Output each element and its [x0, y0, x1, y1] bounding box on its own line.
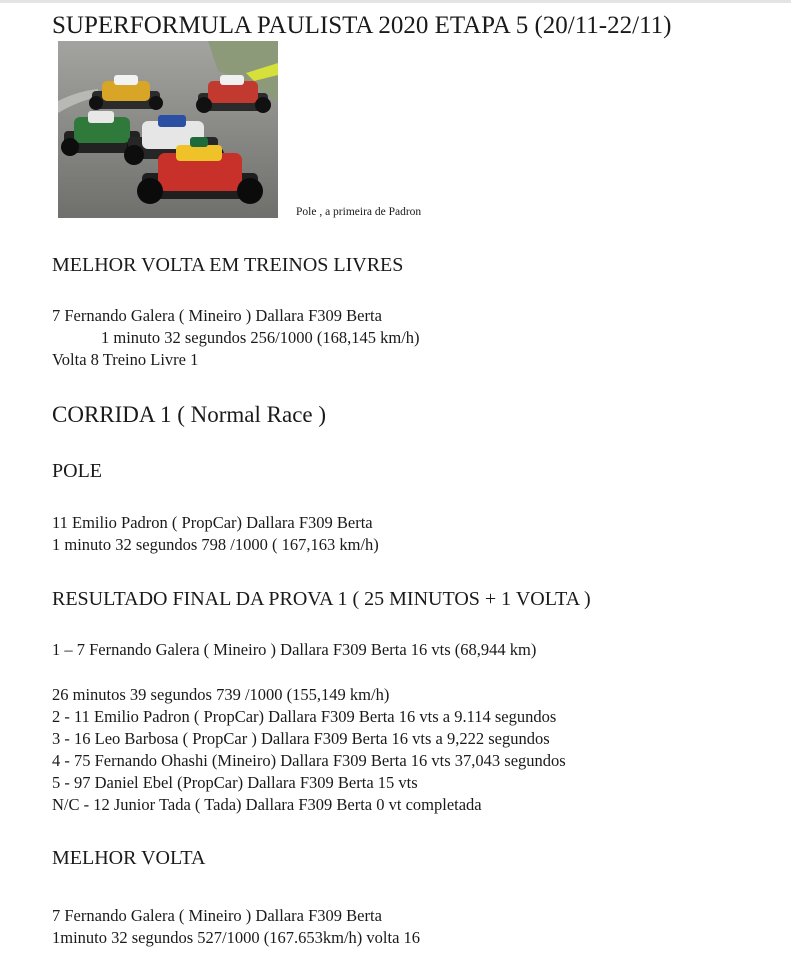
result-line: 2 - 11 Emilio Padron ( PropCar) Dallara F309 Berta 16 vts a 9.114 segundos	[52, 707, 557, 726]
free-practice-driver: 7 Fernando Galera ( Mineiro ) Dallara F309 Berta	[52, 306, 382, 325]
result-heading: RESULTADO FINAL DA PROVA 1 ( 25 MINUTOS + 1 VOLTA )	[52, 588, 591, 610]
top-rule	[0, 0, 791, 3]
pole-heading: POLE	[52, 460, 102, 482]
result-winner: 1 – 7 Fernando Galera ( Mineiro ) Dallara F309 Berta 16 vts (68,944 km)	[52, 640, 537, 659]
free-practice-time: 1 minuto 32 segundos 256/1000 (168,145 km/h)	[101, 328, 420, 347]
page-title: SUPERFORMULA PAULISTA 2020 ETAPA 5 (20/11-22/11)	[52, 12, 672, 39]
result-line: 4 - 75 Fernando Ohashi (Mineiro) Dallara F309 Berta 16 vts 37,043 segundos	[52, 751, 566, 770]
pole-time: 1 minuto 32 segundos 798 /1000 ( 167,163 km/h)	[52, 535, 379, 554]
result-line: 26 minutos 39 segundos 739 /1000 (155,149 km/h)	[52, 685, 390, 704]
free-practice-heading: MELHOR VOLTA EM TREINOS LIVRES	[52, 254, 404, 276]
race1-heading: CORRIDA 1 ( Normal Race )	[52, 402, 327, 427]
photo-caption: Pole , a primeira de Padron	[296, 206, 422, 218]
free-practice-lap: Volta 8 Treino Livre 1	[52, 350, 199, 369]
pole-driver: 11 Emilio Padron ( PropCar) Dallara F309 Berta	[52, 513, 373, 532]
best-lap-time: 1minuto 32 segundos 527/1000 (167.653km/h) volta 16	[52, 928, 421, 947]
result-line: 3 - 16 Leo Barbosa ( PropCar ) Dallara F309 Berta 16 vts a 9,222 segundos	[52, 729, 550, 748]
result-line: 5 - 97 Daniel Ebel (PropCar) Dallara F309 Berta 15 vts	[52, 773, 418, 792]
result-line: N/C - 12 Junior Tada ( Tada) Dallara F309 Berta 0 vt completada	[52, 795, 482, 814]
best-lap-driver: 7 Fernando Galera ( Mineiro ) Dallara F309 Berta	[52, 906, 382, 925]
race-cars-photo	[58, 41, 278, 218]
best-lap-heading: MELHOR VOLTA	[52, 847, 206, 869]
